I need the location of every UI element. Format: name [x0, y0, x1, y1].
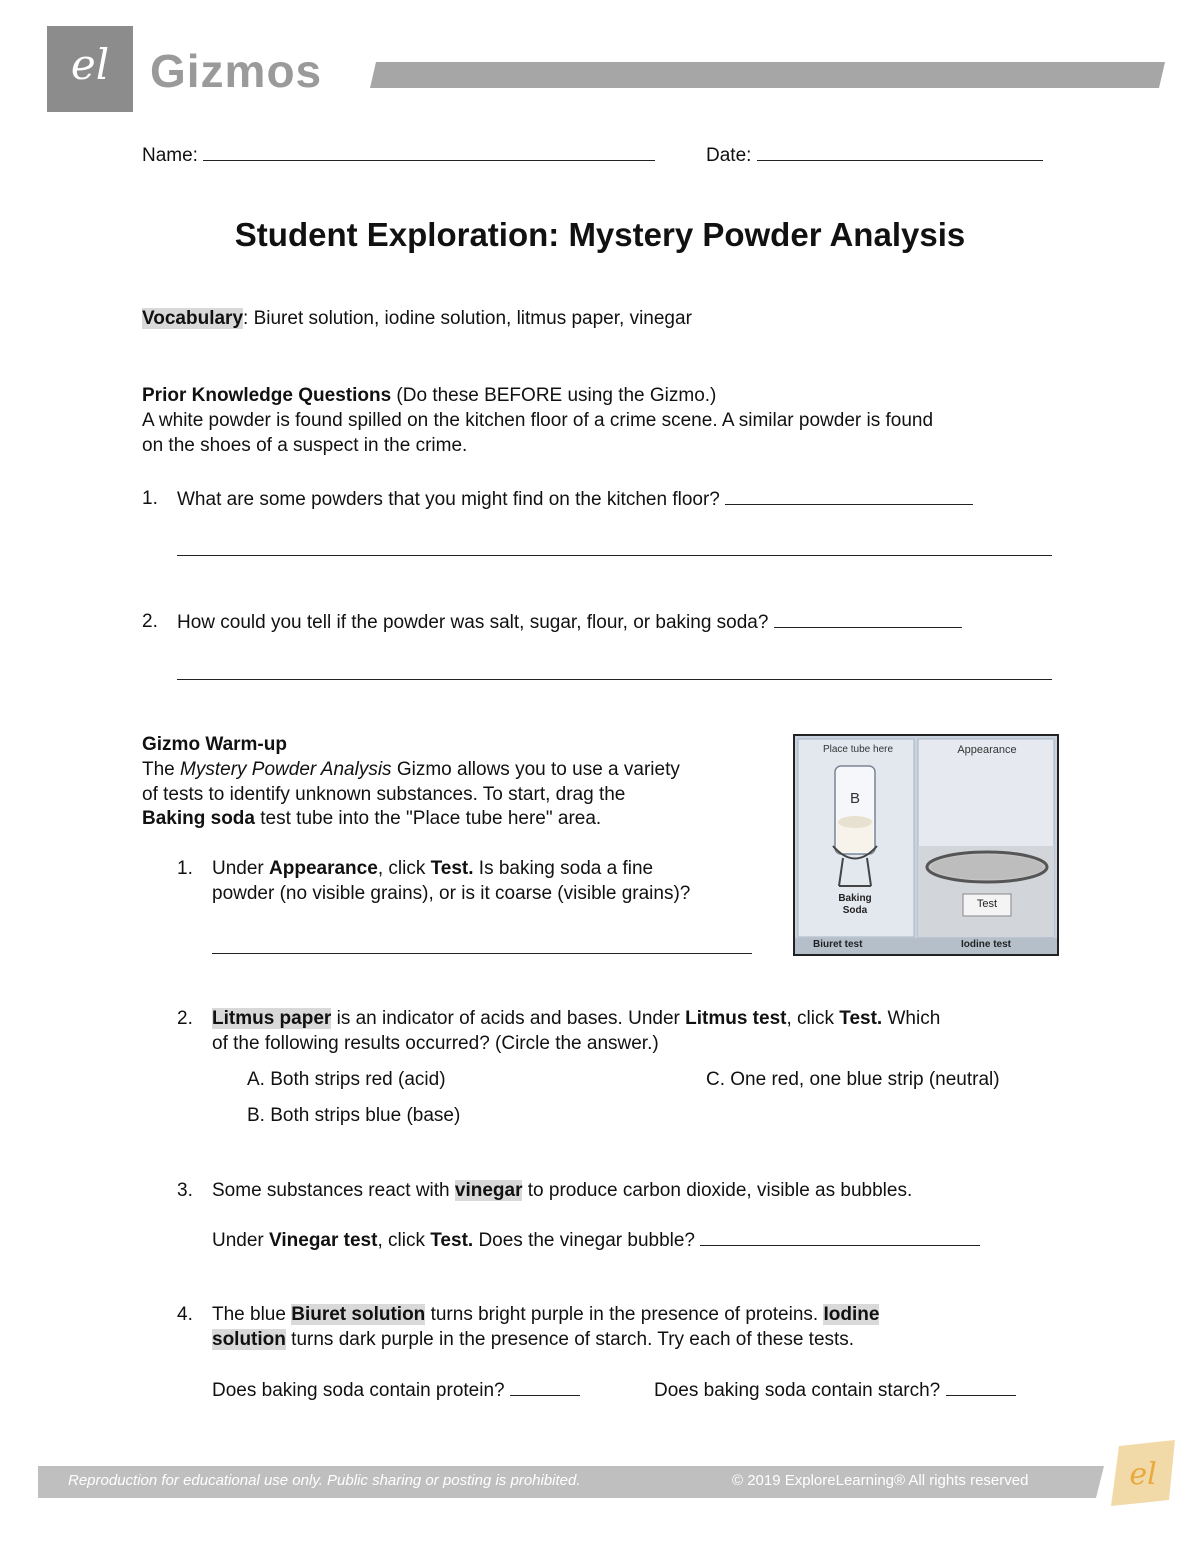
- appearance-test-button[interactable]: Test: [976, 898, 998, 910]
- w-q2-b: Litmus test: [685, 1008, 787, 1029]
- warmup-q2-line2: of the following results occurred? (Circle the answer.): [212, 1033, 659, 1054]
- w-q1-b: Appearance: [269, 858, 378, 879]
- brand-title: Gizmos: [150, 45, 323, 97]
- warmup-q4-number: 4.: [177, 1304, 193, 1325]
- appearance-label: Appearance: [957, 744, 1017, 756]
- prior-heading: Prior Knowledge Questions: [142, 385, 392, 406]
- vinegar-answer-field[interactable]: [700, 1227, 980, 1246]
- prior-q1-number: 1.: [142, 488, 158, 509]
- tube-letter: B: [849, 790, 860, 807]
- litmus-paper-term: Litmus paper: [212, 1008, 332, 1029]
- iodine-test-label: Iodine test: [961, 939, 1012, 950]
- warmup-intro-1a: The: [142, 759, 181, 780]
- name-label: Name:: [142, 145, 198, 166]
- warmup-intro-2: of tests to identify unknown substances. To start, drag the: [142, 784, 626, 805]
- w-q1-a: Under: [212, 858, 270, 879]
- iodine-solution-term: solution: [212, 1329, 286, 1350]
- biuret-test-label: Biuret test: [813, 939, 863, 950]
- w-q3b-a: Under: [212, 1230, 270, 1251]
- prior-q2-answer-line[interactable]: [177, 679, 1052, 680]
- protein-answer-field[interactable]: [510, 1377, 580, 1396]
- starch-question-text: Does baking soda contain starch?: [654, 1380, 941, 1401]
- prior-q2: [177, 609, 962, 635]
- gizmo-screenshot: [793, 734, 1059, 956]
- place-tube-label: Place tube here: [822, 744, 894, 755]
- w-q1-d: Test.: [430, 858, 474, 879]
- prior-intro-2: on the shoes of a suspect in the crime.: [142, 435, 468, 456]
- warmup-intro-1b: Gizmo allows you to use a variety: [391, 759, 680, 780]
- footer-copyright: © 2019 ExploreLearning® All rights reserved: [732, 1472, 1029, 1489]
- name-field[interactable]: [203, 142, 655, 161]
- option-a[interactable]: A. Both strips red (acid): [247, 1069, 446, 1090]
- protein-question-text: Does baking soda contain protein?: [212, 1380, 505, 1401]
- w-q2-d: Test.: [839, 1008, 883, 1029]
- tube-name: [833, 893, 877, 917]
- w-q2-a: is an indicator of acids and bases. Under: [331, 1008, 686, 1029]
- explorelearning-footer-logo: [1105, 1440, 1175, 1506]
- biuret-term: Biuret solution: [291, 1304, 426, 1325]
- tube-name-line2: Soda: [842, 905, 868, 916]
- w-q1-e: Is baking soda a fine: [473, 858, 654, 879]
- iodine-term: Iodine: [823, 1304, 880, 1325]
- option-b[interactable]: B. Both strips blue (base): [247, 1105, 461, 1126]
- w-q1-c: , click: [377, 858, 431, 879]
- warmup-heading: Gizmo Warm-up: [142, 734, 287, 755]
- date-row: [706, 142, 1043, 168]
- logo-glyph: el: [70, 40, 110, 89]
- prior-q2-text: How could you tell if the powder was salt, sugar, flour, or baking soda?: [177, 612, 769, 633]
- prior-q2-answer-inline[interactable]: [774, 609, 962, 628]
- w-q4-c: turns dark purple in the presence of starch. Try each of these tests.: [285, 1329, 855, 1350]
- protein-question: [212, 1377, 580, 1403]
- prior-q1: [177, 486, 973, 512]
- svg-text:el: el: [1129, 1457, 1157, 1492]
- starch-question: [654, 1377, 1016, 1403]
- w-q3b-b: Vinegar test: [269, 1230, 378, 1251]
- starch-answer-field[interactable]: [946, 1377, 1016, 1396]
- gizmo-name: Mystery Powder Analysis: [180, 759, 392, 780]
- w-q2-e: Which: [882, 1008, 941, 1029]
- name-row: [142, 142, 655, 168]
- warmup-q3-line1: [212, 1178, 912, 1203]
- warmup-q2-number: 2.: [177, 1008, 193, 1029]
- warmup-q4-line2: [212, 1327, 854, 1352]
- prior-q2-number: 2.: [142, 611, 158, 632]
- explorelearning-logo: [47, 26, 133, 112]
- w-q3-b: to produce carbon dioxide, visible as bubbles.: [522, 1180, 913, 1201]
- warmup-q1-answer-line[interactable]: [212, 953, 752, 954]
- warmup-intro-3-rest: test tube into the "Place tube here" area.: [254, 808, 602, 829]
- w-q3b-d: Test.: [430, 1230, 474, 1251]
- w-q3-a: Some substances react with: [212, 1180, 455, 1201]
- warmup-q1-line2: powder (no visible grains), or is it coarse (visible grains)?: [212, 883, 691, 904]
- gizmo-screenshot-graphic: [795, 736, 1057, 954]
- date-field[interactable]: [757, 142, 1043, 161]
- prior-q1-answer-line[interactable]: [177, 555, 1052, 556]
- warmup-q1-line1: [212, 856, 653, 881]
- footer-notice: Reproduction for educational use only. Public sharing or posting is prohibited.: [68, 1472, 581, 1489]
- prior-heading-line: [142, 383, 716, 408]
- date-label: Date:: [706, 145, 752, 166]
- warmup-intro-1: [142, 757, 680, 782]
- page-title: Student Exploration: Mystery Powder Analysis: [234, 216, 966, 253]
- w-q3b-e: Does the vinegar bubble?: [473, 1230, 695, 1251]
- prior-heading-note: (Do these BEFORE using the Gizmo.): [391, 385, 717, 406]
- tube-name-line1: Baking: [838, 893, 872, 904]
- baking-soda-term: Baking soda: [142, 808, 255, 829]
- vocabulary-line: [142, 306, 692, 331]
- warmup-q2-line1: [212, 1006, 940, 1031]
- warmup-q4-line1: [212, 1302, 879, 1327]
- vinegar-term: vinegar: [454, 1180, 523, 1201]
- prior-intro-1: A white powder is found spilled on the kitchen floor of a crime scene. A similar powder is found: [142, 410, 934, 431]
- w-q3b-c: , click: [377, 1230, 431, 1251]
- w-q4-b: turns bright purple in the presence of proteins.: [425, 1304, 824, 1325]
- prior-q1-answer-inline[interactable]: [725, 486, 973, 505]
- prior-q1-text: What are some powders that you might find on the kitchen floor?: [177, 489, 720, 510]
- option-c[interactable]: C. One red, one blue strip (neutral): [706, 1069, 1000, 1090]
- header-bar: [370, 62, 1165, 88]
- warmup-q1-number: 1.: [177, 858, 193, 879]
- warmup-q3-number: 3.: [177, 1180, 193, 1201]
- vocabulary-label: Vocabulary: [142, 308, 244, 329]
- warmup-intro-3: [142, 806, 601, 831]
- w-q4-a: The blue: [212, 1304, 292, 1325]
- w-q2-c: , click: [786, 1008, 840, 1029]
- warmup-q3-line2: [212, 1227, 980, 1253]
- vocabulary-terms: : Biuret solution, iodine solution, litmus paper, vinegar: [243, 308, 692, 329]
